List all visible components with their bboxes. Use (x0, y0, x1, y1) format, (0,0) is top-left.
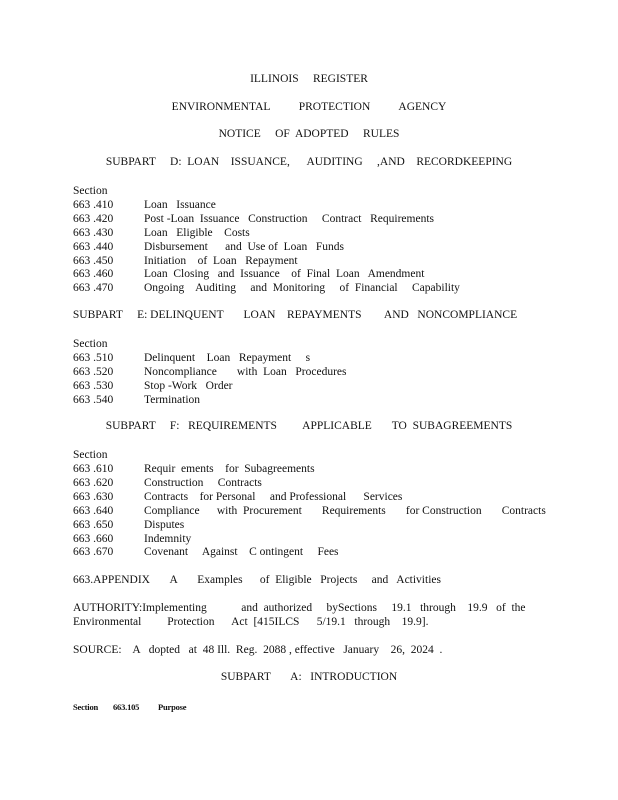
section-title: Disbursement and Use of Loan Funds (144, 241, 344, 253)
agency-title: ENVIRONMENTAL PROTECTION AGENCY (171, 101, 447, 113)
section-label: Section (73, 338, 108, 350)
section-number: 663 .660 (73, 533, 114, 545)
section-number: 663 .610 (73, 463, 114, 475)
subpart-a-heading: SUBPART A: INTRODUCTION (220, 671, 398, 683)
section-number: 663 .640 (73, 505, 114, 517)
section-title: Loan Issuance (144, 199, 216, 211)
section-number: 663 .630 (73, 491, 114, 503)
footer-section-title: Purpose (158, 702, 187, 712)
subpart-f-heading: SUBPART F: REQUIREMENTS APPLICABLE TO SUBAGREEMENTS (105, 420, 513, 432)
section-title: Post -Loan Issuance Construction Contract Requirements (144, 213, 435, 225)
appendix-line: 663.APPENDIX A Examples of Eligible Projects and Activities (73, 574, 441, 586)
section-title: Initiation of Loan Repayment (144, 255, 298, 267)
section-number: 663 .520 (73, 366, 114, 378)
section-title: Requir ements for Subagreements (144, 463, 315, 475)
footer-section-label: Section (73, 702, 99, 712)
section-number: 663 .530 (73, 380, 114, 392)
section-number: 663 .410 (73, 199, 114, 211)
section-title: Delinquent Loan Repayment s (144, 352, 311, 364)
subpart-e-heading: SUBPART E: DELINQUENT LOAN REPAYMENTS AND NONCOMPLIANCE (72, 309, 518, 321)
subpart-d-heading: SUBPART D: LOAN ISSUANCE, AUDITING ,AND RECORDKEEPING (105, 156, 513, 168)
section-number: 663 .470 (73, 282, 114, 294)
section-title: Loan Eligible Costs (144, 227, 250, 239)
section-title: Construction Contracts (144, 477, 262, 489)
section-number: 663 .620 (73, 477, 114, 489)
section-number: 663 .430 (73, 227, 114, 239)
section-title: Stop -Work Order (144, 380, 233, 392)
section-number: 663 .670 (73, 546, 114, 558)
section-title: Ongoing Auditing and Monitoring of Financial Capability (144, 282, 460, 294)
section-number: 663 .460 (73, 268, 114, 280)
section-number: 663 .510 (73, 352, 114, 364)
section-number: 663 .450 (73, 255, 114, 267)
section-title: Indemnity (144, 533, 192, 545)
section-title: Termination (144, 394, 201, 406)
section-label: Section (73, 449, 108, 461)
section-title: Noncompliance with Loan Procedures (144, 366, 347, 378)
section-number: 663 .540 (73, 394, 114, 406)
register-title: ILLINOIS REGISTER (250, 73, 368, 85)
section-title: Covenant Against C ontingent Fees (144, 546, 339, 558)
footer-section-number: 663.105 (113, 702, 140, 712)
section-number: 663 .440 (73, 241, 114, 253)
source-line: SOURCE: A dopted at 48 Ill. Reg. 2088 , effective January 26, 2024 . (73, 644, 443, 656)
authority-line-1: AUTHORITY:Implementing and authorized bySections 19.1 through 19.9 of the (73, 602, 526, 614)
section-number: 663 .650 (73, 519, 114, 531)
section-title: Loan Closing and Issuance of Final Loan Amendment (144, 268, 425, 280)
notice-title: NOTICE OF ADOPTED RULES (218, 128, 400, 140)
authority-line-2: Environmental Protection Act [415ILCS 5/19.1 through 19.9]. (73, 616, 429, 628)
section-title: Contracts for Personal and Professional Services (144, 491, 403, 503)
section-title: Compliance with Procurement Requirements for Construction Contracts (144, 505, 546, 517)
section-number: 663 .420 (73, 213, 114, 225)
section-title: Disputes (144, 519, 185, 531)
section-label: Section (73, 185, 108, 197)
